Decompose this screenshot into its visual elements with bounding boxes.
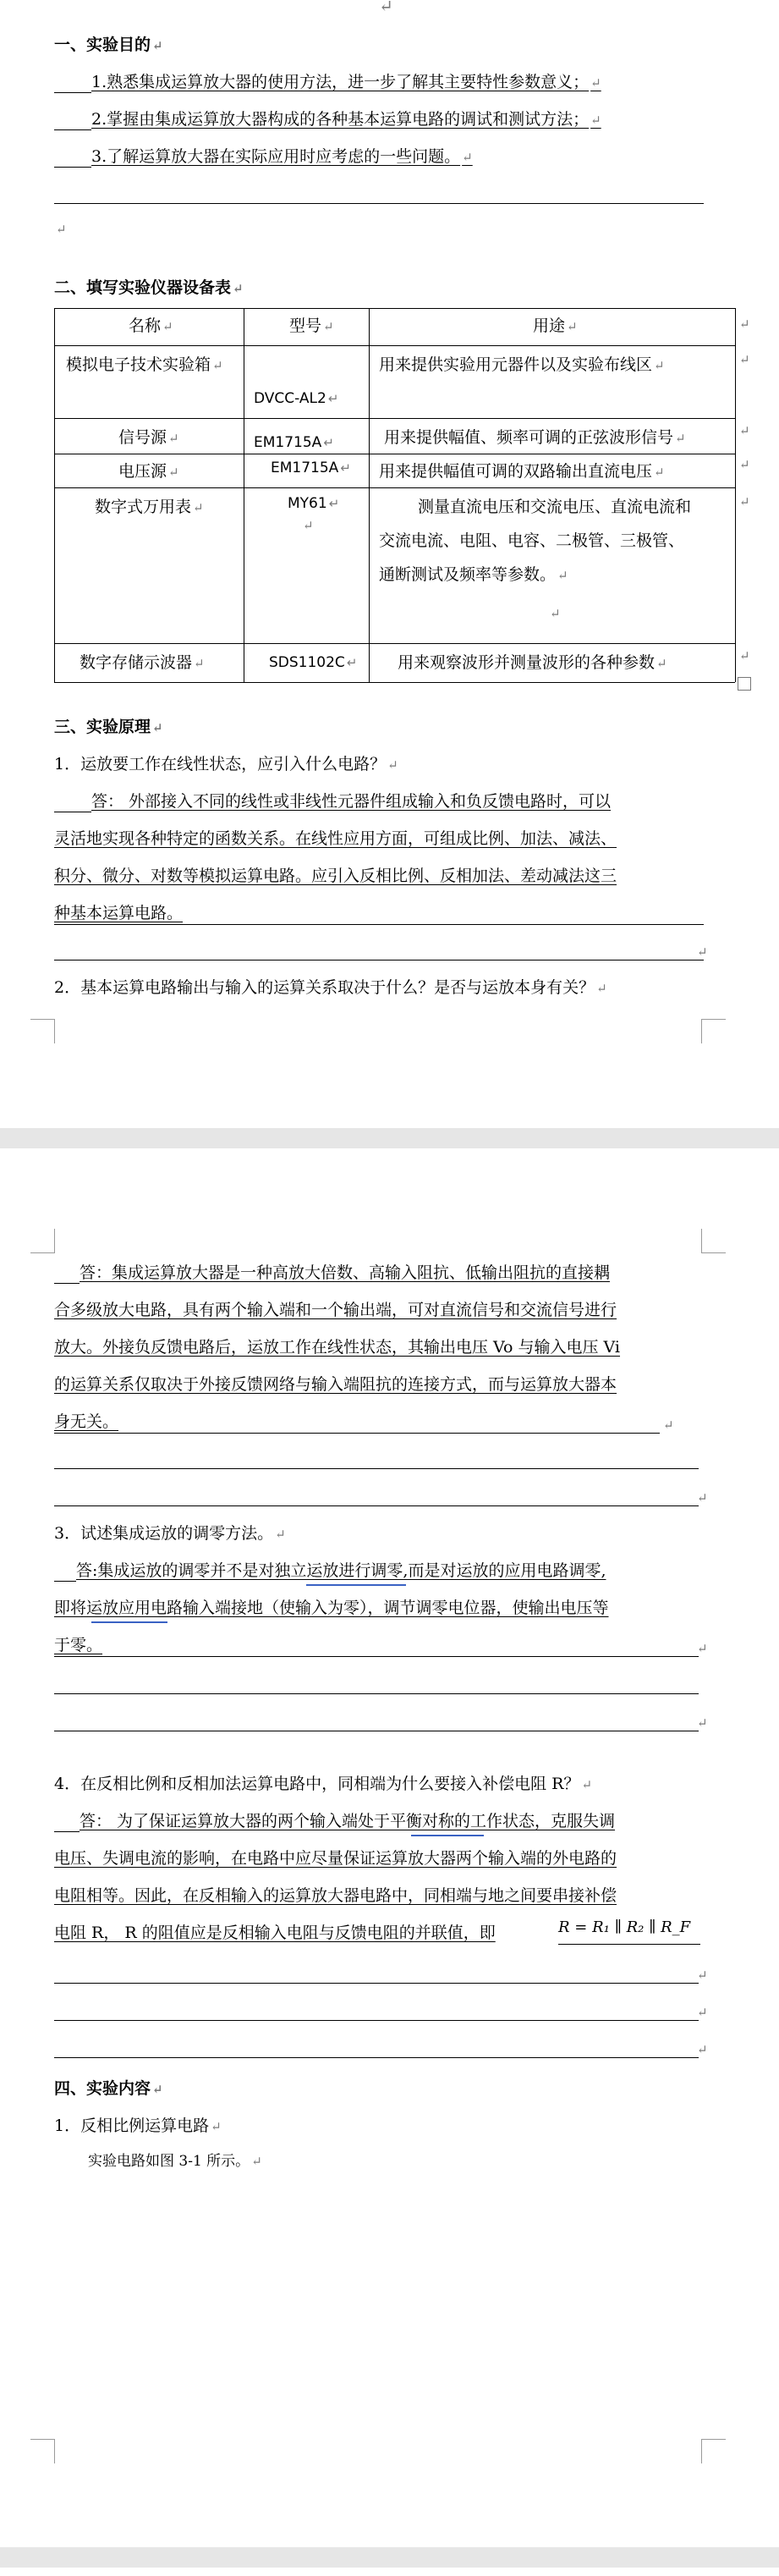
table-row-4-model: MY61 ↵ [288, 495, 340, 512]
table-row-1-usage: 用来提供实验用元器件以及实验布线区 ↵ [379, 355, 665, 374]
q4-answer-line-2: 电压、失调电流的影响，在电路中应尽量保证运算放大器两个输入端的外电路的 [54, 1849, 617, 1868]
objective-item-1: 1.熟悉集成运算放大器的使用方法，进一步了解其主要特性参数意义； ↵ [91, 73, 601, 91]
section4-title: 四、实验内容 ↵ [54, 2079, 163, 2098]
table-row-3-name: 电压源 ↵ [118, 462, 179, 481]
q1-answer-line-2: 灵活地实现各种特定的函数关系。在线性应用方面，可组成比例、加法、减法、 [54, 829, 617, 848]
q4-answer-line-3: 电阻相等。因此，在反相输入的运算放大器电路中，同相端与地之间要串接补偿 [54, 1886, 617, 1905]
q2-answer-line-4: 的运算关系仅取决于外接反馈网络与输入端阻抗的连接方式，而与运算放大器本 [54, 1375, 617, 1394]
section4-item-1-text: 实验电路如图 3-1 所示。 ↵ [88, 2153, 262, 2170]
q1-answer-line-3: 积分、微分、对数等模拟运算电路。应引入反相比例、反相加法、差动减法这三 [54, 867, 617, 885]
table-row-5-name: 数字存储示波器 ↵ [80, 653, 205, 672]
table-header-model: 型号 ↵ [289, 316, 334, 335]
q1-answer-line-1: 答： 外部接入不同的线性或非线性元器件组成输入和负反馈电路时，可以 [91, 792, 612, 811]
table-row-2-usage: 用来提供幅值、频率可调的正弦波形信号 ↵ [384, 428, 686, 447]
objective-item-2: 2.掌握由集成运算放大器构成的各种基本运算电路的调试和测试方法； ↵ [91, 110, 601, 129]
document-page-1: ↵ 一、实验目的 ↵ 1.熟悉集成运算放大器的使用方法，进一步了解其主要特性参数意义； ↵ 2.掌握由集成运算放大器构成的各种基本运算电路的调试和测试方法； ↵ 3.了解运算放大器在实际应用时应考虑的一些问题。 ↵ ↵ 二、填写实验仪器设备表 ↵ 名称 ↵ 型号 ↵ 用途 ↵ 模拟电子技术实验箱 ↵ DVCC-AL2 ↵ 用来提供实验用元器件以及实验布线区 ↵ 信号源 ↵ EM1715A ↵ 用来提供幅值、频率可调的正弦波形信号 ↵ 电压源 ↵ EM1715A ↵ 用来提供幅值可调的双路输出直流电压 ↵ 数字式万用表 ↵ MY61 ↵ ↵ 测量直流电压和交流电压、直流电流和 交流电流、电阻、电容、二极管、三极管、 通断测试及频率等参数。 ↵ ↵ 数字存储示波器 ↵ SDS1102C ↵ 用来观察波形并测量波形的各种参数 ↵ ↵ ↵ ↵ ↵ ↵ ↵ 三、实验原理 ↵ 1．运放要工作在线性状态，应引入什么电路？ ↵ 答： 外部接入不同的线性或非线性元器件组成输入和负反馈电路时，可以 灵活地实现各种特定的函数关系。在线性应用方面，可组成比例、加法、减法、 积分、微分、对数等模拟运算电路。应引入反相比例、反相加法、差动减法这三 种基本运算电路。 ↵ 2．基本运算电路输出与输入的运算关系取决于什么？是否与运放本身有关？ ↵ [0, 0, 779, 1128]
table-row-2-name: 信号源 ↵ [118, 428, 179, 447]
q4-answer-line-1: 答： 为了保证运算放大器的两个输入端处于平衡对称的工作状态，克服失调 [80, 1812, 616, 1830]
table-row-1-name: 模拟电子技术实验箱 ↵ [66, 355, 223, 374]
table-row-4-usage-line-2: 交流电流、电阻、电容、二极管、三极管、 [379, 531, 685, 550]
compensation-resistor-formula: R = R₁ ∥ R₂ ∥ R_F [558, 1918, 691, 1936]
document-page-3 [0, 2568, 779, 2576]
table-row-4-usage-line-1: 测量直流电压和交流电压、直流电流和 [418, 498, 692, 516]
table-row-5-usage: 用来观察波形并测量波形的各种参数 ↵ [398, 653, 667, 672]
q2-answer-line-3: 放大。外接负反馈电路后，运放工作在线性状态，其输出电压 Vo 与输入电压 Vi [54, 1338, 621, 1357]
section3-title: 三、实验原理 ↵ [54, 718, 163, 736]
section2-title: 二、填写实验仪器设备表 ↵ [54, 278, 244, 297]
section4-item-1: 1．反相比例运算电路 ↵ [54, 2116, 222, 2135]
table-row-3-model: EM1715A ↵ [271, 460, 351, 476]
table-row-1-model: DVCC-AL2 ↵ [254, 390, 339, 407]
q3-question: 3．试述集成运放的调零方法。 ↵ [54, 1524, 286, 1543]
document-page-2: 答：集成运算放大器是一种高放大倍数、高输入阻抗、低输出阻抗的直接耦 合多级放大电路，具有两个输入端和一个输出端，可对直流信号和交流信号进行 放大。外接负反馈电路后，运放工作在线性状态，其输出电压 Vo 与输入电压 Vi 的运算关系仅取决于外接反馈网络与输入端阻抗的连接方式，而与运算放大器本 身无关。 ↵ ↵ 3．试述集成运放的调零方法。 ↵ 答:集成运放的调零并不是对独立运放进行调零,而是对运放的应用电路调零, 即将运放应用电路输入端接地（使输入为零），调节调零电位器，使输出电压等 于零。 ↵ ↵ 4．在反相比例和反相加法运算电路中，同相端为什么要接入补偿电阻 R？ ↵ 答： 为了保证运算放大器的两个输入端处于平衡对称的工作状态，克服失调 电压、失调电流的影响，在电路中应尽量保证运算放大器两个输入端的外电路的 电阻相等。因此，在反相输入的运算放大器电路中，同相端与地之间要串接补偿 电阻 R， R 的阻值应是反相输入电阻与反馈电阻的并联值，即 R = R₁ ∥ R₂ ∥ R_F ↵ ↵ ↵ 四、实验内容 ↵ 1．反相比例运算电路 ↵ 实验电路如图 3-1 所示。 ↵ [0, 1148, 779, 2547]
table-row-4-name: 数字式万用表 ↵ [95, 498, 204, 516]
q1-question: 1．运放要工作在线性状态，应引入什么电路？ ↵ [54, 755, 398, 773]
q3-answer-line-1: 答:集成运放的调零并不是对独立运放进行调零,而是对运放的应用电路调零, [76, 1561, 606, 1580]
table-row-4-usage-line-3: 通断测试及频率等参数。 ↵ [379, 565, 568, 584]
top-paragraph-mark: ↵ [379, 0, 393, 16]
q3-answer-line-2: 即将运放应用电路输入端接地（使输入为零），调节调零电位器，使输出电压等 [54, 1599, 609, 1617]
table-row-3-usage: 用来提供幅值可调的双路输出直流电压 ↵ [379, 462, 665, 481]
q1-answer-line-4: 种基本运算电路。 [54, 904, 184, 922]
q2-answer-line-1: 答：集成运算放大器是一种高放大倍数、高输入阻抗、低输出阻抗的直接耦 [80, 1263, 611, 1282]
q2-answer-line-2: 合多级放大电路，具有两个输入端和一个输出端，可对直流信号和交流信号进行 [54, 1301, 617, 1319]
table-header-usage: 用途 ↵ [533, 316, 578, 335]
objective-item-3: 3.了解运算放大器在实际应用时应考虑的一些问题。 ↵ [91, 147, 473, 166]
section1-title: 一、实验目的 ↵ [54, 36, 163, 54]
table-row-2-model: EM1715A ↵ [254, 434, 334, 451]
q4-answer-line-4: 电阻 R， R 的阻值应是反相输入电阻与反馈电阻的并联值，即 [54, 1924, 496, 1942]
equipment-table: 名称 ↵ 型号 ↵ 用途 ↵ 模拟电子技术实验箱 ↵ DVCC-AL2 ↵ 用来提供实验用元器件以及实验布线区 ↵ 信号源 ↵ EM1715A ↵ 用来提供幅值、频率可调的正弦波形信号 ↵ 电压源 ↵ EM1715A ↵ 用来提供幅值可调的双路输出直流电压 ↵ 数字式万用表 ↵ MY61 ↵ ↵ 测量直流电压和交流电压、直流电流和 交流电流、电阻、电容、二极管、三极管、 通断测试及频率等参数。 ↵ ↵ 数字存储示波器 ↵ SDS1102C ↵ 用来观察波形并测量波形的各种参数 ↵ [54, 308, 735, 682]
q2-answer-line-5: 身无关。 [54, 1412, 119, 1431]
q3-answer-line-3: 于零。 [54, 1636, 103, 1654]
q2-question: 2．基本运算电路输出与输入的运算关系取决于什么？是否与运放本身有关？ ↵ [54, 978, 607, 997]
table-resize-handle[interactable] [738, 677, 751, 691]
q4-question: 4．在反相比例和反相加法运算电路中，同相端为什么要接入补偿电阻 R？ ↵ [54, 1775, 593, 1793]
table-row-5-model: SDS1102C ↵ [269, 654, 358, 671]
table-header-name: 名称 ↵ [129, 316, 173, 335]
